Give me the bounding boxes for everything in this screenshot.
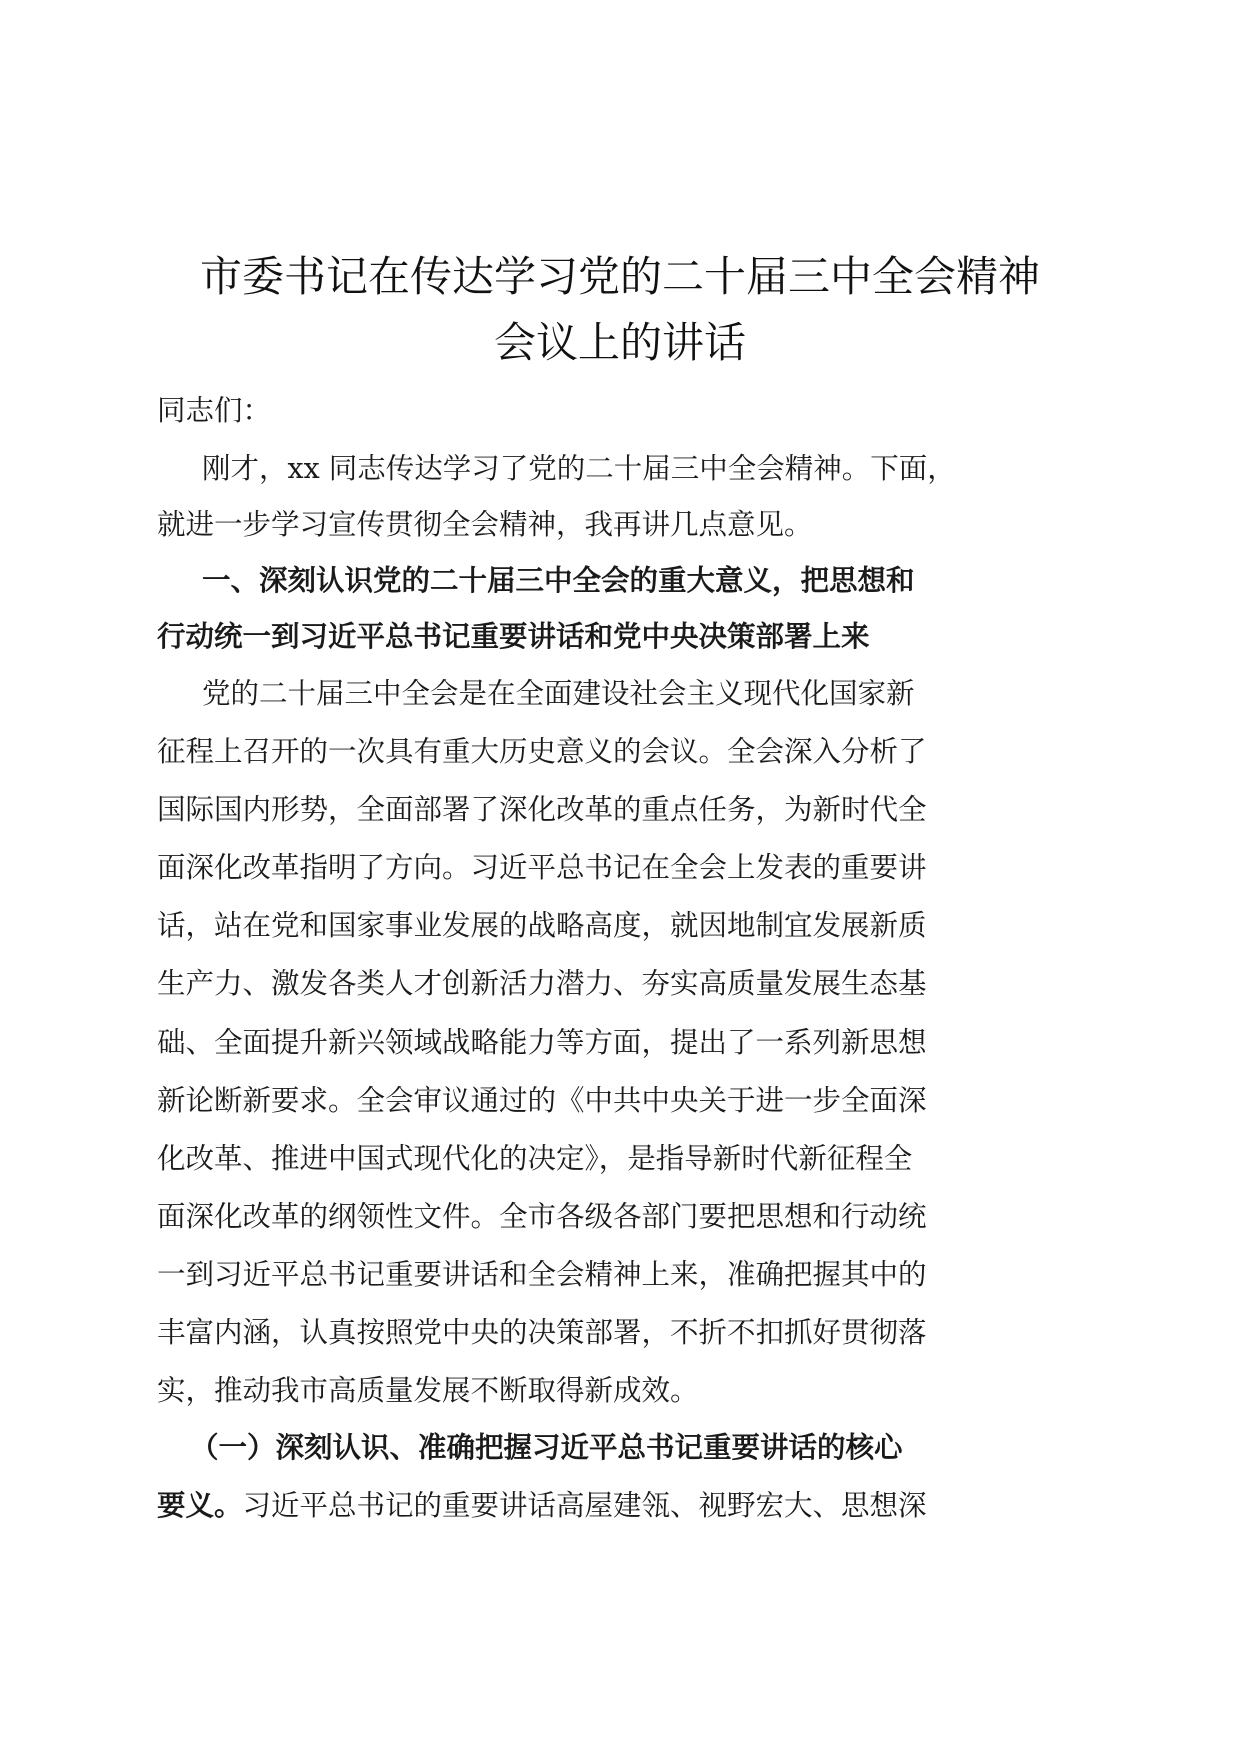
body-line: 丰富内涵，认真按照党中央的决策部署，不折不扣抓好贯彻落 <box>157 1316 927 1350</box>
body-line: 国际国内形势，全面部署了深化改革的重点任务，为新时代全 <box>157 793 927 827</box>
subsection-1-heading-tail: 要义。 <box>157 1489 243 1522</box>
body-line: 实，推动我市高质量发展不断取得新成效。 <box>157 1374 699 1408</box>
section-1-body <box>157 665 1097 1420</box>
salutation: 同志们： <box>157 394 272 427</box>
body-line: 生产力、激发各类人才创新活力潜力、夯实高质量发展生态基 <box>157 967 927 1001</box>
intro-line-2: 就进一步学习宣传贯彻全会精神，我再讲几点意见。 <box>157 508 813 541</box>
subsection-1-body-start: 习近平总书记的重要讲话高屋建瓴、视野宏大、思想深 <box>242 1489 927 1522</box>
document-title-line-2: 会议上的讲话 <box>493 318 746 367</box>
body-line: 化改革、推进中国式现代化的决定》，是指导新时代新征程全 <box>157 1141 913 1175</box>
body-line: 党的二十届三中全会是在全面建设社会主义现代化国家新 <box>202 677 915 710</box>
body-line: 面深化改革指明了方向。习近平总书记在全会上发表的重要讲 <box>157 851 927 885</box>
section-1-heading-line-2: 行动统一到习近平总书记重要讲话和党中央决策部署上来 <box>157 620 870 653</box>
body-line: 面深化改革的纲领性文件。全市各级各部门要把思想和行动统 <box>157 1199 927 1233</box>
body-line: 新论断新要求。全会审议通过的《中共中央关于进一步全面深 <box>157 1083 927 1117</box>
intro-line-1: 刚才，xx 同志传达学习了党的二十届三中全会精神。下面， <box>202 452 956 485</box>
subsection-1-line-2 <box>157 1478 1097 1534</box>
subsection-1-heading-line-1: （一）深刻认识、准确把握习近平总书记重要讲话的核心 <box>190 1431 903 1464</box>
body-line: 一到习近平总书记重要讲话和全会精神上来，准确把握其中的 <box>157 1257 927 1291</box>
document-title-line-1: 市委书记在传达学习党的二十届三中全会精神 <box>199 252 1040 301</box>
section-1-heading-line-1: 一、深刻认识党的二十届三中全会的重大意义，把思想和 <box>202 564 915 597</box>
body-line: 话，站在党和国家事业发展的战略高度，就因地制宜发展新质 <box>157 909 927 943</box>
body-line: 础、全面提升新兴领域战略能力等方面，提出了一系列新思想 <box>157 1025 927 1059</box>
body-line: 征程上召开的一次具有重大历史意义的会议。全会深入分析了 <box>157 735 927 769</box>
